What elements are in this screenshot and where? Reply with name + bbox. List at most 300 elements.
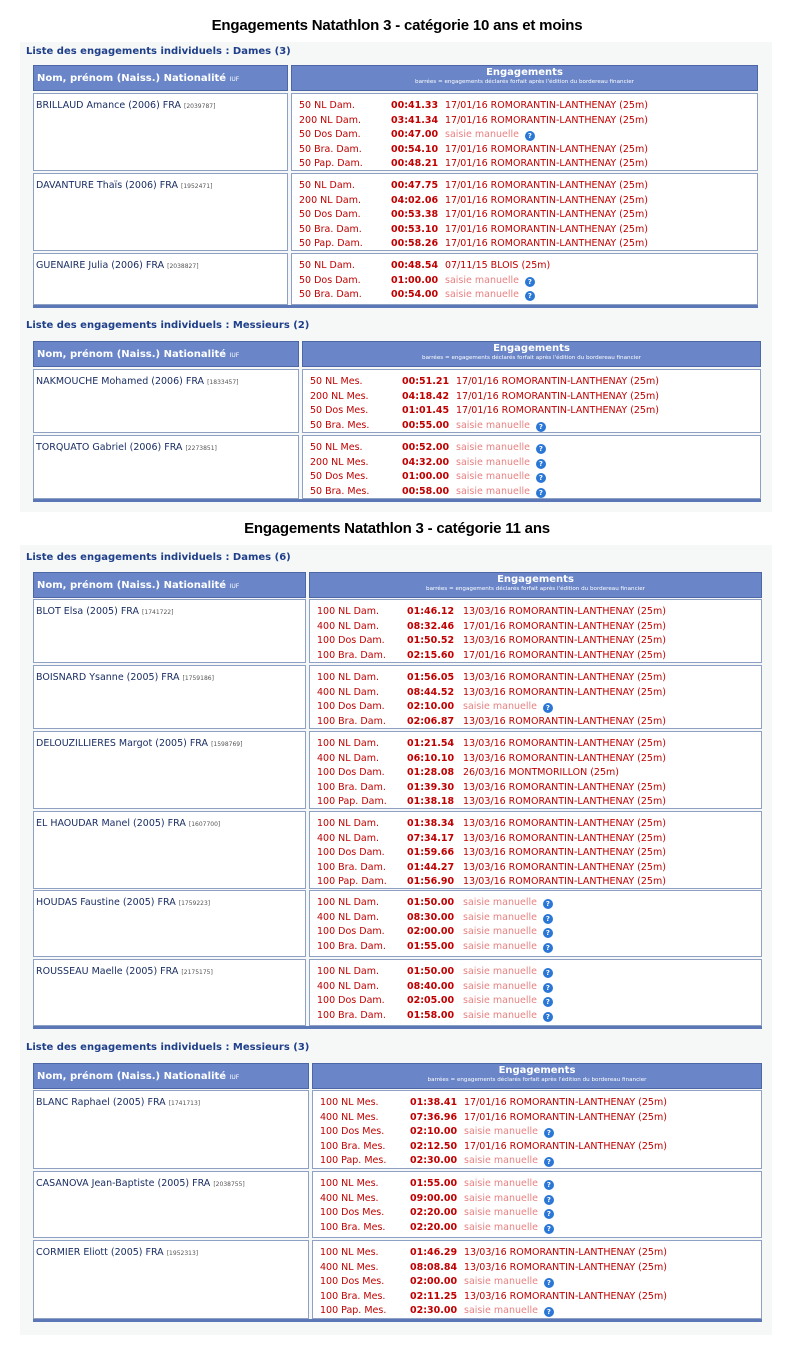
entry-meet <box>456 390 659 404</box>
list-heading: Liste des engagements individuels : Messieurs (2) <box>26 320 310 331</box>
entry-line <box>317 832 760 846</box>
entry-time: 00:51.21 <box>402 376 450 387</box>
entry-meet-text: 17/01/16 ROMORANTIN-LANTHENAY (25m) <box>464 1111 667 1123</box>
entry-meet <box>463 781 666 795</box>
entry-time: 01:58.00 <box>407 1009 455 1021</box>
entries-cell <box>302 369 761 433</box>
entry-event: 200 NL Mes. <box>310 390 369 402</box>
entry-time: 07:34.17 <box>407 832 455 844</box>
entry-event: 100 Dos Dam. <box>317 635 385 647</box>
list-heading: Liste des engagements individuels : Messieurs (3) <box>26 1042 310 1053</box>
entry-line <box>317 752 760 766</box>
entry-time: 01:28.08 <box>407 767 455 779</box>
entry-line <box>299 259 756 273</box>
entry-meet-text: saisie manuelle <box>463 940 537 952</box>
entry-line <box>317 620 760 634</box>
entry-line <box>299 179 756 193</box>
entries-cell <box>309 665 762 729</box>
entry-line <box>320 1290 760 1304</box>
entry-event: 400 NL Mes. <box>320 1111 379 1123</box>
entries-cell <box>309 959 762 1026</box>
entry-event: 200 NL Dam. <box>299 114 361 126</box>
table-row <box>33 890 762 957</box>
entry-time: 01:56.90 <box>407 876 455 888</box>
entry-meet <box>445 143 648 157</box>
entry-time: 02:20.00 <box>410 1221 458 1233</box>
entry-event: 100 Bra. Dam. <box>317 649 386 661</box>
help-icon[interactable]: ? <box>543 997 553 1007</box>
entry-manual <box>464 1177 554 1191</box>
column-header-name <box>33 65 288 91</box>
entries-cell <box>291 93 758 171</box>
entry-meet-text: 17/01/16 ROMORANTIN-LANTHENAY (25m) <box>456 405 659 417</box>
table-row <box>33 435 761 499</box>
help-icon[interactable]: ? <box>536 459 546 469</box>
section-title-text: Engagements Natathlon 3 - catégorie 11 ans <box>236 520 558 537</box>
list-heading: Liste des engagements individuels : Dames (3) <box>26 46 291 57</box>
entry-meet-text: 17/01/16 ROMORANTIN-LANTHENAY (25m) <box>445 238 648 250</box>
entries-table <box>33 65 758 308</box>
entry-event: 50 Dos Dam. <box>299 129 361 141</box>
entry-meet-text: 17/01/16 ROMORANTIN-LANTHENAY (25m) <box>445 194 648 206</box>
entry-time: 01:38.18 <box>407 796 455 808</box>
entries-table <box>33 341 761 502</box>
entry-event: 100 NL Dam. <box>317 738 379 749</box>
entry-line <box>320 1246 760 1260</box>
entry-line <box>317 766 760 780</box>
entry-line <box>320 1261 760 1275</box>
entry-time: 03:41.34 <box>391 114 439 126</box>
entry-event: 100 NL Mes. <box>320 1178 379 1189</box>
table-row <box>33 1171 762 1238</box>
help-icon[interactable]: ? <box>543 1012 553 1022</box>
entry-meet-text: 13/03/16 ROMORANTIN-LANTHENAY (25m) <box>463 752 666 764</box>
column-header-iuf: IUF <box>229 583 240 590</box>
entry-time: 04:18.42 <box>402 390 450 402</box>
entry-meet-text: 13/03/16 ROMORANTIN-LANTHENAY (25m) <box>463 781 666 793</box>
entry-time: 02:30.00 <box>410 1305 458 1317</box>
column-header-eng-note: barrées = engagements déclarés forfait après l'édition du bordereau financier <box>422 355 641 361</box>
entry-time: 08:08.84 <box>410 1261 458 1273</box>
help-icon[interactable]: ? <box>544 1209 554 1219</box>
entries-cell <box>312 1090 762 1169</box>
entry-time: 06:10.10 <box>407 752 455 764</box>
entry-line <box>317 649 760 663</box>
entry-event: 100 Pap. Mes. <box>320 1155 387 1167</box>
entry-time: 02:00.00 <box>407 926 455 938</box>
column-header-iuf: IUF <box>229 1074 240 1081</box>
entry-event: 100 Dos Mes. <box>320 1207 385 1219</box>
help-icon[interactable]: ? <box>543 703 553 713</box>
help-icon[interactable]: ? <box>544 1278 554 1288</box>
entry-meet-text: 17/01/16 ROMORANTIN-LANTHENAY (25m) <box>456 376 659 387</box>
entry-meet-text: saisie manuelle <box>463 701 537 713</box>
entry-line <box>317 965 760 979</box>
swimmer-cell <box>33 665 306 729</box>
column-header-name <box>33 1063 309 1089</box>
entry-line <box>317 700 760 714</box>
entry-manual <box>463 1009 553 1023</box>
column-header-name-text: Nom, prénom (Naiss.) Nationalité <box>37 1071 227 1082</box>
entry-time: 01:38.34 <box>407 818 455 829</box>
entry-meet <box>445 237 648 251</box>
entry-time: 02:06.87 <box>407 715 455 727</box>
help-icon[interactable]: ? <box>544 1157 554 1167</box>
entry-line <box>317 911 760 925</box>
swimmer-name: BOISNARD Ysanne (2005) FRA <box>36 672 180 683</box>
entry-manual <box>464 1221 554 1235</box>
entry-time: 08:44.52 <box>407 686 455 698</box>
entry-time: 01:46.29 <box>410 1247 458 1258</box>
entry-line <box>299 114 756 128</box>
entry-manual <box>445 128 535 142</box>
entry-event: 100 Bra. Dam. <box>317 940 386 952</box>
entry-time: 02:20.00 <box>410 1207 458 1219</box>
table-row <box>33 1090 762 1169</box>
entry-event: 400 NL Dam. <box>317 832 379 844</box>
entry-meet-text: saisie manuelle <box>456 471 530 483</box>
entry-line <box>317 861 760 875</box>
entry-meet <box>463 766 619 780</box>
table-row <box>33 731 762 809</box>
column-header-name-text: Nom, prénom (Naiss.) Nationalité <box>37 73 227 84</box>
entry-time: 02:11.25 <box>410 1290 458 1302</box>
help-icon[interactable]: ? <box>543 914 553 924</box>
entry-time: 02:15.60 <box>407 649 455 661</box>
entry-event: 100 Pap. Dam. <box>317 796 387 808</box>
entry-event: 100 Dos Dam. <box>317 847 385 859</box>
swimmer-cell <box>33 93 288 171</box>
entry-meet <box>463 634 666 648</box>
entry-line <box>317 715 760 729</box>
entry-line <box>299 288 756 302</box>
entry-event: 400 NL Mes. <box>320 1261 379 1273</box>
entry-meet-text: saisie manuelle <box>463 1009 537 1021</box>
column-header-eng-title: Engagements <box>493 343 570 354</box>
swimmer-iuf: [2038755] <box>213 1181 245 1188</box>
entry-meet <box>463 620 666 634</box>
entry-event: 400 NL Mes. <box>320 1192 379 1204</box>
entry-meet-text: saisie manuelle <box>463 966 537 977</box>
entry-time: 07:36.96 <box>410 1111 458 1123</box>
entry-manual <box>456 441 546 455</box>
entries-cell <box>302 435 761 499</box>
entry-line <box>299 99 756 113</box>
entry-event: 50 NL Dam. <box>299 260 355 271</box>
entry-meet-text: saisie manuelle <box>445 129 519 141</box>
help-icon[interactable]: ? <box>543 983 553 993</box>
swimmer-iuf: [1952471] <box>181 183 213 190</box>
entry-event: 100 NL Dam. <box>317 818 379 829</box>
entry-manual <box>464 1304 554 1318</box>
swimmer-cell <box>33 369 299 433</box>
entry-meet <box>445 99 648 113</box>
table-row <box>33 253 758 305</box>
entry-line <box>299 157 756 171</box>
entry-meet <box>463 737 666 751</box>
entry-meet-text: 17/01/16 ROMORANTIN-LANTHENAY (25m) <box>463 620 666 632</box>
entry-time: 01:50.00 <box>407 966 455 977</box>
entry-line <box>317 737 760 751</box>
entry-meet-text: 17/01/16 ROMORANTIN-LANTHENAY (25m) <box>463 649 666 661</box>
entry-event: 50 Bra. Dam. <box>299 289 362 301</box>
column-header-eng-note: barrées = engagements déclarés forfait après l'édition du bordereau financier <box>427 1077 647 1083</box>
entry-time: 00:47.75 <box>391 180 439 191</box>
entry-event: 100 Dos Dam. <box>317 995 385 1007</box>
entry-event: 100 Bra. Dam. <box>317 861 386 873</box>
entry-line <box>310 456 759 470</box>
entry-manual <box>463 911 553 925</box>
list-heading: Liste des engagements individuels : Dames (6) <box>26 552 291 563</box>
entry-manual <box>464 1275 554 1289</box>
help-icon[interactable]: ? <box>525 291 535 301</box>
entry-event: 50 Bra. Dam. <box>299 223 362 235</box>
entry-meet-text: 13/03/16 ROMORANTIN-LANTHENAY (25m) <box>463 832 666 844</box>
entry-manual <box>464 1206 554 1220</box>
entry-meet-text: 17/01/16 ROMORANTIN-LANTHENAY (25m) <box>445 143 648 155</box>
entry-line <box>320 1125 760 1139</box>
entry-event: 200 NL Mes. <box>310 456 369 468</box>
entry-meet-text: 07/11/15 BLOIS (25m) <box>445 260 551 271</box>
entry-line <box>317 634 760 648</box>
table-row <box>33 93 758 171</box>
entry-meet-text: 13/03/16 ROMORANTIN-LANTHENAY (25m) <box>463 861 666 873</box>
entry-line <box>320 1192 760 1206</box>
entry-meet <box>463 875 666 889</box>
entry-event: 100 NL Mes. <box>320 1097 379 1108</box>
entry-meet-text: 13/03/16 ROMORANTIN-LANTHENAY (25m) <box>464 1261 667 1273</box>
entry-manual <box>464 1125 554 1139</box>
entry-event: 100 NL Dam. <box>317 672 379 683</box>
entry-line <box>317 940 760 954</box>
entry-line <box>320 1304 760 1318</box>
entry-time: 01:46.12 <box>407 606 455 617</box>
table-row <box>33 173 758 251</box>
entry-meet <box>445 223 648 237</box>
help-icon[interactable]: ? <box>543 928 553 938</box>
entry-line <box>317 795 760 809</box>
column-header-name-text: Nom, prénom (Naiss.) Nationalité <box>37 349 227 360</box>
column-header-name <box>33 572 306 598</box>
entry-meet-text: saisie manuelle <box>463 911 537 923</box>
entry-time: 02:12.50 <box>410 1140 458 1152</box>
entry-line <box>310 485 759 499</box>
help-icon[interactable]: ? <box>525 277 535 287</box>
entry-meet-text: 17/01/16 ROMORANTIN-LANTHENAY (25m) <box>445 223 648 235</box>
entry-meet-text: saisie manuelle <box>456 485 530 497</box>
entry-manual <box>464 1192 554 1206</box>
swimmer-cell <box>33 731 306 809</box>
entry-event: 50 Bra. Dam. <box>299 143 362 155</box>
entry-line <box>310 470 759 484</box>
entries-cell <box>309 731 762 809</box>
swimmer-cell <box>33 435 299 499</box>
entry-time: 02:10.00 <box>407 701 455 713</box>
entry-meet <box>463 752 666 766</box>
entry-meet-text: 13/03/16 ROMORANTIN-LANTHENAY (25m) <box>463 738 666 749</box>
entry-time: 02:10.00 <box>410 1126 458 1138</box>
entry-manual <box>463 980 553 994</box>
column-header-eng-title: Engagements <box>486 67 563 78</box>
entries-cell <box>309 890 762 957</box>
entry-meet-text: saisie manuelle <box>463 980 537 992</box>
column-header-engagements <box>309 572 762 598</box>
entry-manual <box>456 470 546 484</box>
entry-manual <box>456 419 546 433</box>
entry-meet <box>463 861 666 875</box>
help-icon[interactable]: ? <box>543 943 553 953</box>
entry-line <box>317 994 760 1008</box>
entry-event: 400 NL Dam. <box>317 686 379 698</box>
entry-event: 100 Dos Dam. <box>317 701 385 713</box>
entry-line <box>320 1154 760 1168</box>
entry-meet-text: 13/03/16 ROMORANTIN-LANTHENAY (25m) <box>464 1290 667 1302</box>
help-icon[interactable]: ? <box>544 1180 554 1190</box>
entry-meet-text: 13/03/16 ROMORANTIN-LANTHENAY (25m) <box>463 606 666 617</box>
entry-meet-text: saisie manuelle <box>464 1126 538 1138</box>
entry-line <box>299 237 756 251</box>
entry-meet-text: saisie manuelle <box>464 1221 538 1233</box>
section-panel <box>20 545 772 1335</box>
entry-line <box>299 194 756 208</box>
column-header-eng-note: barrées = engagements déclarés forfait après l'édition du bordereau financier <box>426 586 645 592</box>
entry-manual <box>456 485 546 499</box>
entry-line <box>310 404 759 418</box>
entry-meet <box>463 605 666 619</box>
entry-meet <box>463 686 666 700</box>
swimmer-iuf: [1741722] <box>142 609 174 616</box>
help-icon[interactable]: ? <box>536 422 546 432</box>
entry-event: 100 Dos Dam. <box>317 926 385 938</box>
entry-meet-text: saisie manuelle <box>464 1305 538 1317</box>
entry-time: 00:53.38 <box>391 209 439 221</box>
help-icon[interactable]: ? <box>543 968 553 978</box>
entry-meet-text: 13/03/16 ROMORANTIN-LANTHENAY (25m) <box>463 672 666 683</box>
entry-time: 08:40.00 <box>407 980 455 992</box>
swimmer-name: ROUSSEAU Maelle (2005) FRA <box>36 966 179 977</box>
entry-event: 100 NL Dam. <box>317 966 379 977</box>
entry-meet <box>464 1111 667 1125</box>
entry-event: 100 Bra. Mes. <box>320 1140 386 1152</box>
help-icon[interactable]: ? <box>536 488 546 498</box>
entries-cell <box>309 599 762 663</box>
entry-meet-text: saisie manuelle <box>456 419 530 431</box>
entry-event: 400 NL Dam. <box>317 620 379 632</box>
help-icon[interactable]: ? <box>536 444 546 454</box>
swimmer-iuf: [1759186] <box>182 675 214 682</box>
entry-event: 100 Dos Dam. <box>317 767 385 779</box>
help-icon[interactable]: ? <box>525 131 535 141</box>
entry-event: 50 Dos Mes. <box>310 471 369 483</box>
swimmer-cell <box>33 1090 309 1169</box>
entry-line <box>299 143 756 157</box>
entry-time: 01:55.00 <box>410 1178 458 1189</box>
entry-line <box>299 208 756 222</box>
entry-manual <box>445 274 535 288</box>
swimmer-iuf: [2038827] <box>167 263 199 270</box>
swimmer-cell <box>33 173 288 251</box>
column-header-eng-title: Engagements <box>497 574 574 585</box>
entry-event: 100 Dos Mes. <box>320 1276 385 1288</box>
entry-line <box>317 671 760 685</box>
table-row <box>33 811 762 889</box>
entry-meet <box>456 404 659 418</box>
entry-time: 01:50.00 <box>407 897 455 908</box>
entry-line <box>310 441 759 455</box>
help-icon[interactable]: ? <box>544 1195 554 1205</box>
swimmer-cell <box>33 811 306 889</box>
help-icon[interactable]: ? <box>536 473 546 483</box>
entry-manual <box>445 288 535 302</box>
section-title <box>0 520 794 537</box>
entry-manual <box>456 456 546 470</box>
entry-meet <box>445 194 648 208</box>
section-panel <box>20 42 772 512</box>
entry-event: 100 Dos Mes. <box>320 1126 385 1138</box>
help-icon[interactable]: ? <box>544 1307 554 1317</box>
entries-cell <box>291 253 758 305</box>
entry-meet-text: saisie manuelle <box>464 1276 538 1288</box>
entry-meet <box>445 259 550 273</box>
entry-meet <box>463 649 666 663</box>
entry-event: 50 NL Dam. <box>299 100 355 111</box>
entry-meet <box>464 1096 667 1110</box>
entry-time: 01:00.00 <box>391 274 439 286</box>
entry-manual <box>463 925 553 939</box>
entry-line <box>320 1140 760 1154</box>
swimmer-cell <box>33 599 306 663</box>
swimmer-cell <box>33 253 288 305</box>
entry-meet-text: saisie manuelle <box>463 995 537 1007</box>
table-row <box>33 1240 762 1319</box>
entry-meet-text: 17/01/16 ROMORANTIN-LANTHENAY (25m) <box>445 114 648 126</box>
swimmer-name: GUENAIRE Julia (2006) FRA <box>36 260 165 271</box>
column-header-name <box>33 341 299 367</box>
entry-meet <box>463 817 666 831</box>
entry-line <box>320 1111 760 1125</box>
swimmer-iuf: [1833457] <box>207 379 239 386</box>
entry-time: 02:05.00 <box>407 995 455 1007</box>
entry-line <box>317 925 760 939</box>
entry-meet-text: 17/01/16 ROMORANTIN-LANTHENAY (25m) <box>456 390 659 402</box>
table-row <box>33 665 762 729</box>
entry-time: 00:47.00 <box>391 129 439 141</box>
entry-meet-text: 17/01/16 ROMORANTIN-LANTHENAY (25m) <box>445 209 648 221</box>
help-icon[interactable]: ? <box>544 1128 554 1138</box>
entry-event: 100 NL Dam. <box>317 897 379 908</box>
entry-meet <box>463 795 666 809</box>
entry-event: 50 NL Dam. <box>299 180 355 191</box>
swimmer-cell <box>33 1240 309 1319</box>
swimmer-iuf: [2175175] <box>181 969 213 976</box>
entry-time: 08:32.46 <box>407 620 455 632</box>
help-icon[interactable]: ? <box>544 1224 554 1234</box>
entry-manual <box>463 940 553 954</box>
table-row <box>33 369 761 433</box>
help-icon[interactable]: ? <box>543 899 553 909</box>
entry-event: 100 Bra. Mes. <box>320 1290 386 1302</box>
entry-time: 00:55.00 <box>402 419 450 431</box>
entry-line <box>317 686 760 700</box>
entry-meet <box>464 1140 667 1154</box>
column-header-eng-title: Engagements <box>498 1065 576 1076</box>
column-header-engagements <box>291 65 758 91</box>
entry-time: 01:39.30 <box>407 781 455 793</box>
entry-meet-text: saisie manuelle <box>464 1192 538 1204</box>
entry-time: 08:30.00 <box>407 911 455 923</box>
entry-time: 00:58.26 <box>391 238 439 250</box>
entry-time: 04:02.06 <box>391 194 439 206</box>
